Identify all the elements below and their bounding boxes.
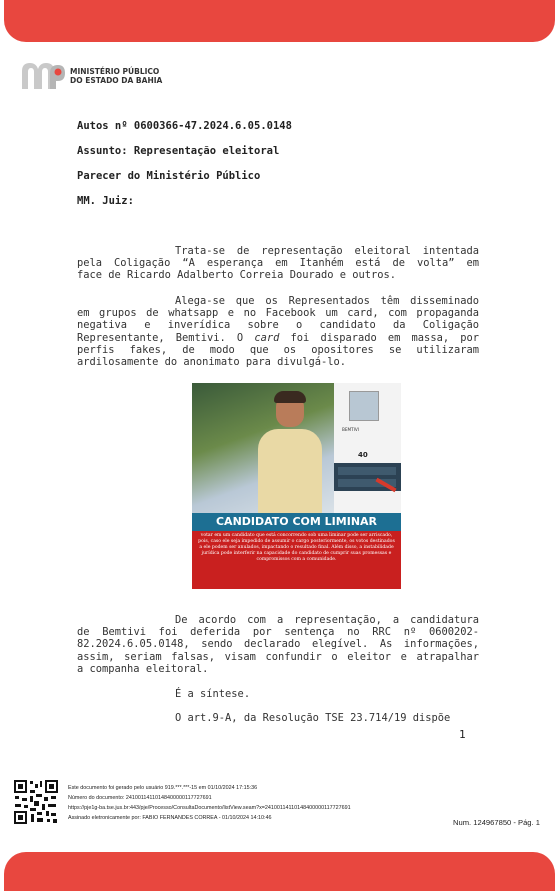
p1-line-3: face de Ricardo Adalberto Correia Dourado e outros. [77,269,397,282]
footer-url[interactable]: https://pje1g-ba.tse.jus.br:443/pje/Processo/ConsultaDocumento/listView.seam?x=24100114110148400000117727691 [68,805,351,811]
p3-line-4: assim, seriam falsas, visam confundir o eleitor e atrapalhar [77,650,479,663]
paragraph-1 [77,245,479,282]
propaganda-card-image [192,383,401,589]
sintese: É a síntese. [175,688,251,700]
p2-line-3: negativa e inverídica sobre o candidato da Coligação [77,319,479,332]
assunto: Assunto: Representação eleitoral [77,145,280,157]
salutation: MM. Juiz: [77,195,134,207]
p3-line-2: de Bemtivi foi deferida por sentença no RRC nº 0600202- [77,626,479,639]
p2-line-5: perfis fakes, de modo que os opositores se utilizaram [77,343,479,356]
p2-line-4a: Representante, Bemtivi. O [77,331,244,344]
footer-document-number: Número do documento: 24100114110148400000117727691 [68,795,212,801]
parecer-heading: Parecer do Ministério Público [77,170,261,182]
mp-bahia-logo [20,58,210,94]
footer-signature: Assinado eletronicamente por: FABIO FERNANDES CORREA - 01/10/2024 14:10:46 [68,815,272,821]
card-text: votar em um candidato que está concorrendo sob uma liminar pode ser arriscado, pois, caso ele seja impedido de assumir o cargo posteriormente, os votos destinados a ele podem ser anulados, impactando o resultado final. Além disso, a instabilidade jurídica pode interferir na capacidade do candidato de cumprir suas promessas e compromissos com a comunidade. [198,533,395,562]
p2-line-2: em grupos de whatsapp e no Facebook um card, com propaganda [77,307,479,320]
p1-line-2: pela Coligação “A esperança em Itanhém está de volta” em [77,257,479,270]
card-title: CANDIDATO COM LIMINAR [215,515,378,528]
p2-card-word: card [254,331,280,344]
art-9a: O art.9-A, da Resolução TSE 23.714/19 dispõe [175,712,451,724]
candidate-thumbnail [349,391,379,421]
logo-line-2: DO ESTADO DA BAHIA [70,76,163,85]
top-red-band [4,0,555,42]
p2-line-1: Alega-se que os Representados têm disseminado [175,295,479,307]
autos-number: Autos nº 0600366-47.2024.6.05.0148 [77,120,292,132]
footer-line-1: Este documento foi gerado pelo usuário 919.***.***-15 em 01/10/2024 17:15:36 [68,785,258,791]
candidate-number: 40 [358,451,368,459]
candidate-name: BEMTIVI [342,427,360,432]
p3-line-3: 82.2024.6.05.0148, sendo declarado elegível. As informações, [77,638,479,651]
p2-line-6: ardilosamente do anonimato para divulgá-lo. [77,356,346,369]
footer-page-num: Num. 124967850 - Pág. 1 [453,818,540,827]
card-dark-row [338,467,396,475]
p3-line-5: a companha eleitoral. [77,662,209,675]
logo-line-1: MINISTÉRIO PÚBLICO [70,67,160,76]
p3-line-1: De acordo com a representação, a candidatura [175,614,479,626]
p1-line-1: Trata-se de representação eleitoral intentada [175,245,479,257]
mp-logo-icon [20,59,66,93]
page-number: 1 [459,728,466,741]
qr-code-icon[interactable] [13,779,59,825]
paragraph-3 [77,614,479,675]
candidate-photo [254,393,324,513]
p2-line-4b: foi disparado em massa, por [290,331,479,344]
bottom-red-band [4,852,555,891]
paragraph-2 [77,295,479,368]
